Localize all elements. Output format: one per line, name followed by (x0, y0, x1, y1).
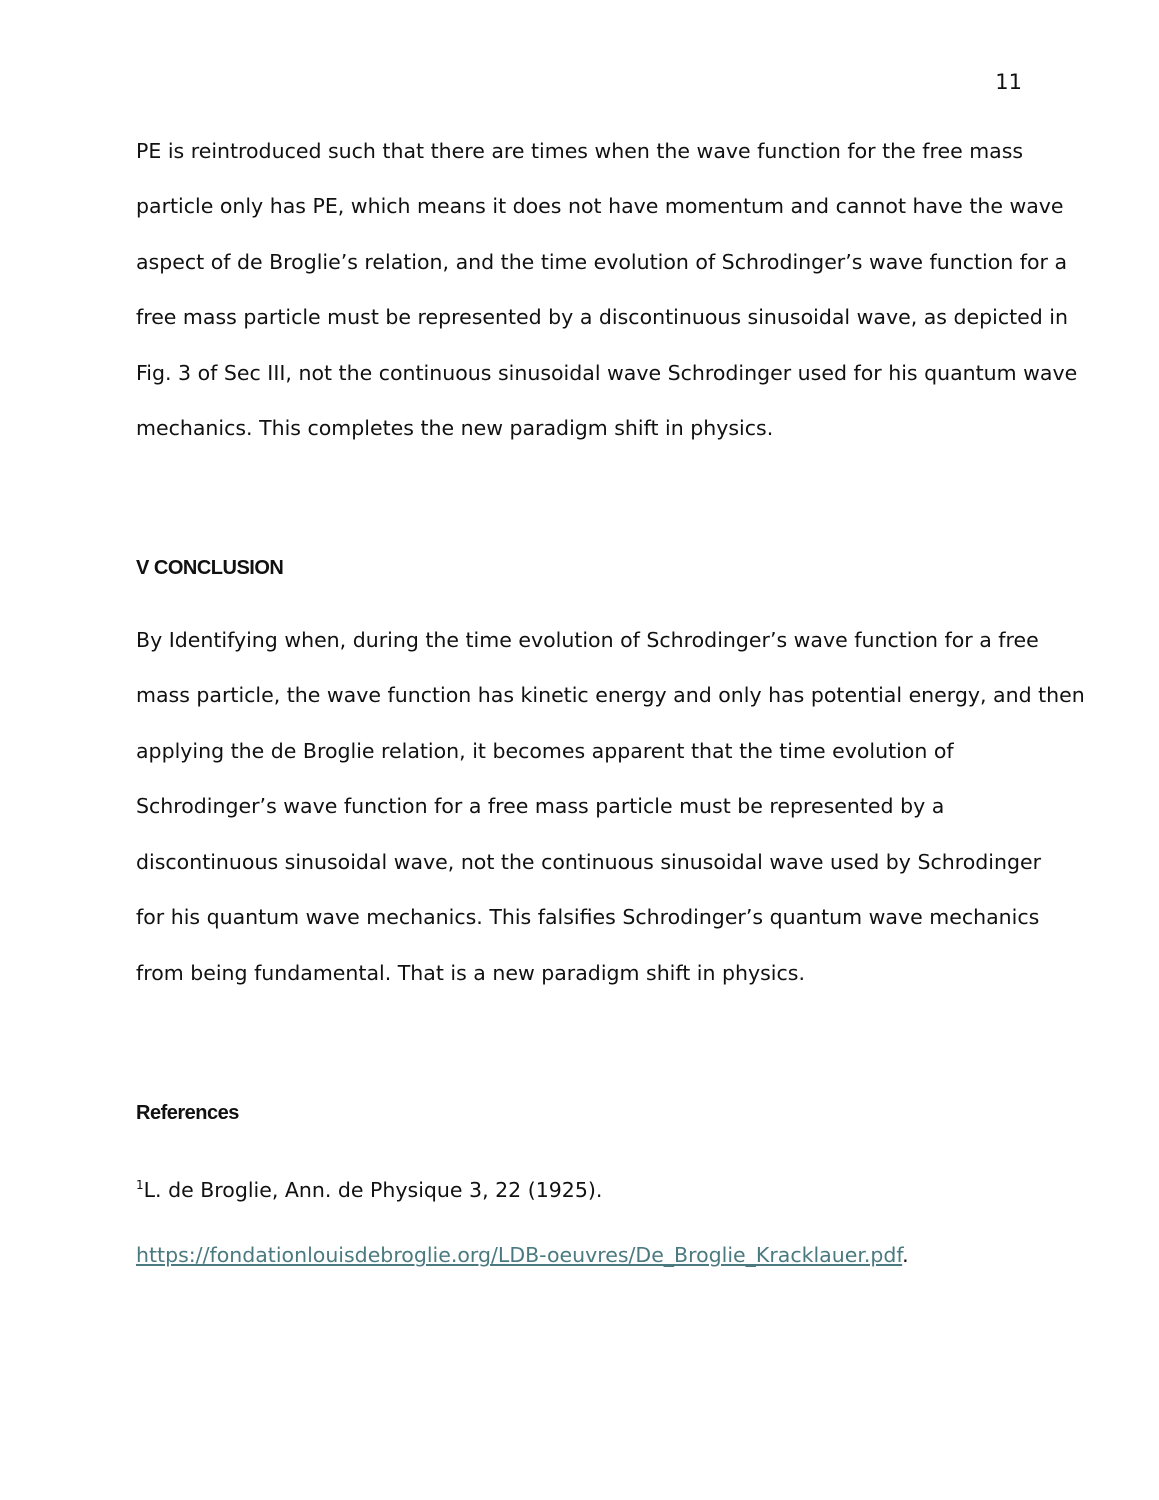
reference-item (136, 1173, 602, 1202)
paragraph-line: discontinuous sinusoidal wave, not the continuous sinusoidal wave used by Schrodinger (136, 850, 1042, 874)
reference-marker: 1 (136, 1178, 144, 1192)
page-number: 11 (995, 70, 1022, 94)
conclusion-heading: V CONCLUSION (136, 557, 284, 579)
reference-link-line (136, 1243, 909, 1267)
paragraph-line: Schrodinger’s wave function for a free mass particle must be represented by a (136, 794, 945, 818)
paragraph-line: for his quantum wave mechanics. This falsifies Schrodinger’s quantum wave mechanics (136, 905, 1040, 929)
paragraph-line: aspect of de Broglie’s relation, and the time evolution of Schrodinger’s wave function for a (136, 250, 1068, 274)
references-heading: References (136, 1102, 239, 1124)
paragraph-line: applying the de Broglie relation, it becomes apparent that the time evolution of (136, 739, 954, 763)
reference-link-suffix: . (902, 1243, 909, 1267)
reference-link[interactable]: https://fondationlouisdebroglie.org/LDB-oeuvres/De_Broglie_Kracklauer.pdf (136, 1243, 903, 1267)
paragraph-line: from being fundamental. That is a new paradigm shift in physics. (136, 961, 805, 985)
paragraph-line: Fig. 3 of Sec III, not the continuous sinusoidal wave Schrodinger used for his quantum wave (136, 361, 1078, 385)
paragraph-line: free mass particle must be represented by a discontinuous sinusoidal wave, as depicted in (136, 305, 1068, 329)
paragraph-line: By Identifying when, during the time evolution of Schrodinger’s wave function for a free (136, 628, 1039, 652)
paragraph-line: mechanics. This completes the new paradigm shift in physics. (136, 416, 774, 440)
reference-text: L. de Broglie, Ann. de Physique 3, 22 (1925). (143, 1178, 603, 1202)
paragraph-line: PE is reintroduced such that there are times when the wave function for the free mass (136, 139, 1024, 163)
paragraph-line: mass particle, the wave function has kinetic energy and only has potential energy, and then (136, 683, 1085, 707)
paragraph-line: particle only has PE, which means it does not have momentum and cannot have the wave (136, 194, 1064, 218)
